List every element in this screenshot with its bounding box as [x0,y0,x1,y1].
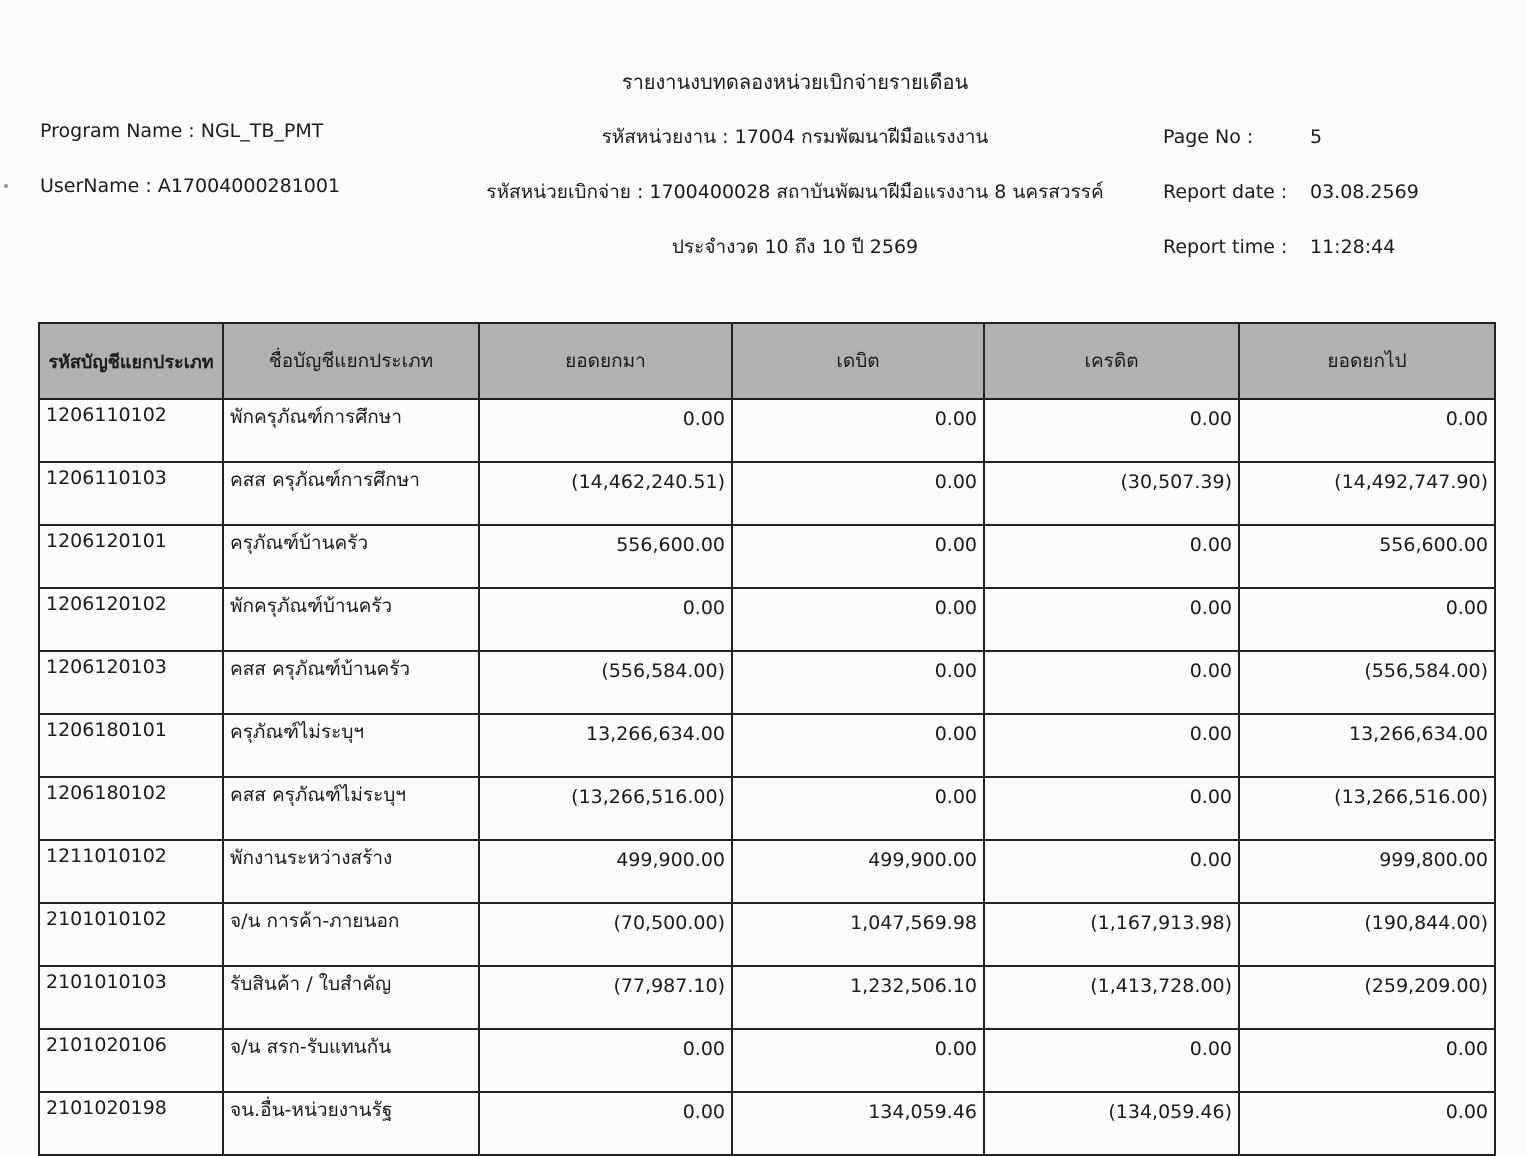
program-name: Program Name : NGL_TB_PMT [40,120,324,142]
disbursement-unit: รหัสหน่วยเบิกจ่าย : 1700400028 สถาบันพัฒนาฝีมือแรงงาน 8 นครสวรรค์ [486,181,1104,203]
header-carried-forward: ยอดยกไป [1239,323,1495,399]
report-date: 03.08.2569 [1310,181,1419,203]
carried-forward-cell: 0.00 [1239,1029,1495,1092]
carried-forward-cell: 0.00 [1239,1092,1495,1155]
account-name-cell: จ/น สรก-รับแทนกัน [223,1029,479,1092]
table-header-row [39,323,1495,399]
table-row [39,777,1495,840]
debit-cell: 0.00 [732,588,984,651]
brought-forward-cell: 0.00 [479,399,732,462]
debit-cell: 134,059.46 [732,1092,984,1155]
carried-forward-cell: 556,600.00 [1239,525,1495,588]
account-name-cell: จน.อื่น-หน่วยงานรัฐ [223,1092,479,1155]
header-account-code: รหัสบัญชีแยกประเภท [39,323,223,399]
account-name-cell: ครุภัณฑ์ไม่ระบุฯ [223,714,479,777]
credit-cell: 0.00 [984,651,1239,714]
account-name-cell: พักงานระหว่างสร้าง [223,840,479,903]
debit-cell: 0.00 [732,399,984,462]
brought-forward-cell: (556,584.00) [479,651,732,714]
page-no-label: Page No : [1163,126,1254,148]
account-name-cell: คสส ครุภัณฑ์การศึกษา [223,462,479,525]
credit-cell: 0.00 [984,714,1239,777]
debit-cell: 0.00 [732,525,984,588]
debit-cell: 0.00 [732,714,984,777]
agency-code: รหัสหน่วยงาน : 17004 กรมพัฒนาฝีมือแรงงาน [601,126,989,148]
account-name-cell: จ/น การค้า-ภายนอก [223,903,479,966]
brought-forward-cell: 13,266,634.00 [479,714,732,777]
carried-forward-cell: 0.00 [1239,399,1495,462]
account-code-cell: 2101010103 [39,966,223,1029]
account-code-cell: 1206120102 [39,588,223,651]
credit-cell: 0.00 [984,1029,1239,1092]
account-code-cell: 2101010102 [39,903,223,966]
account-code-cell: 2101020198 [39,1092,223,1155]
header-account-name: ชื่อบัญชีแยกประเภท [223,323,479,399]
report-time: 11:28:44 [1310,236,1396,258]
brought-forward-cell: (14,462,240.51) [479,462,732,525]
table-row [39,462,1495,525]
credit-cell: (1,167,913.98) [984,903,1239,966]
credit-cell: (30,507.39) [984,462,1239,525]
debit-cell: 499,900.00 [732,840,984,903]
account-code-cell: 1206120101 [39,525,223,588]
brought-forward-cell: (70,500.00) [479,903,732,966]
account-code-cell: 1206110103 [39,462,223,525]
table-row [39,399,1495,462]
debit-cell: 0.00 [732,462,984,525]
brought-forward-cell: 0.00 [479,588,732,651]
header-debit: เดบิต [732,323,984,399]
account-name-cell: คสส ครุภัณฑ์ไม่ระบุฯ [223,777,479,840]
brought-forward-cell: 0.00 [479,1092,732,1155]
debit-cell: 1,047,569.98 [732,903,984,966]
account-name-cell: ครุภัณฑ์บ้านครัว [223,525,479,588]
debit-cell: 0.00 [732,1029,984,1092]
user-name: UserName : A17004000281001 [40,175,341,197]
account-name-cell: พักครุภัณฑ์การศึกษา [223,399,479,462]
credit-cell: 0.00 [984,525,1239,588]
credit-cell: 0.00 [984,399,1239,462]
credit-cell: 0.00 [984,840,1239,903]
table-row [39,966,1495,1029]
debit-cell: 0.00 [732,777,984,840]
table-row [39,840,1495,903]
carried-forward-cell: (259,209.00) [1239,966,1495,1029]
brought-forward-cell: 499,900.00 [479,840,732,903]
account-code-cell: 1211010102 [39,840,223,903]
carried-forward-cell: 13,266,634.00 [1239,714,1495,777]
credit-cell: 0.00 [984,777,1239,840]
brought-forward-cell: 556,600.00 [479,525,732,588]
table-row [39,588,1495,651]
credit-cell: 0.00 [984,588,1239,651]
report-date-label: Report date : [1163,181,1288,203]
table-row [39,714,1495,777]
table-row [39,903,1495,966]
brought-forward-cell: 0.00 [479,1029,732,1092]
account-code-cell: 1206180101 [39,714,223,777]
account-code-cell: 2101020106 [39,1029,223,1092]
debit-cell: 1,232,506.10 [732,966,984,1029]
account-code-cell: 1206120103 [39,651,223,714]
carried-forward-cell: (14,492,747.90) [1239,462,1495,525]
page-no: 5 [1310,126,1323,148]
credit-cell: (1,413,728.00) [984,966,1239,1029]
header-brought-forward: ยอดยกมา [479,323,732,399]
debit-cell: 0.00 [732,651,984,714]
table-row [39,525,1495,588]
carried-forward-cell: (13,266,516.00) [1239,777,1495,840]
header-credit: เครดิต [984,323,1239,399]
report-period: ประจำงวด 10 ถึง 10 ปี 2569 [671,236,919,258]
brought-forward-cell: (13,266,516.00) [479,777,732,840]
account-code-cell: 1206180102 [39,777,223,840]
report-title: รายงานงบทดลองหน่วยเบิกจ่ายรายเดือน [621,70,969,94]
table-row [39,651,1495,714]
carried-forward-cell: 999,800.00 [1239,840,1495,903]
trial-balance-table [38,322,1496,1156]
table-row [39,1092,1495,1155]
carried-forward-cell: 0.00 [1239,588,1495,651]
carried-forward-cell: (190,844.00) [1239,903,1495,966]
brought-forward-cell: (77,987.10) [479,966,732,1029]
account-name-cell: รับสินค้า / ใบสำคัญ [223,966,479,1029]
carried-forward-cell: (556,584.00) [1239,651,1495,714]
credit-cell: (134,059.46) [984,1092,1239,1155]
account-code-cell: 1206110102 [39,399,223,462]
report-time-label: Report time : [1163,236,1288,258]
account-name-cell: พักครุภัณฑ์บ้านครัว [223,588,479,651]
account-name-cell: คสส ครุภัณฑ์บ้านครัว [223,651,479,714]
table-row [39,1029,1495,1092]
